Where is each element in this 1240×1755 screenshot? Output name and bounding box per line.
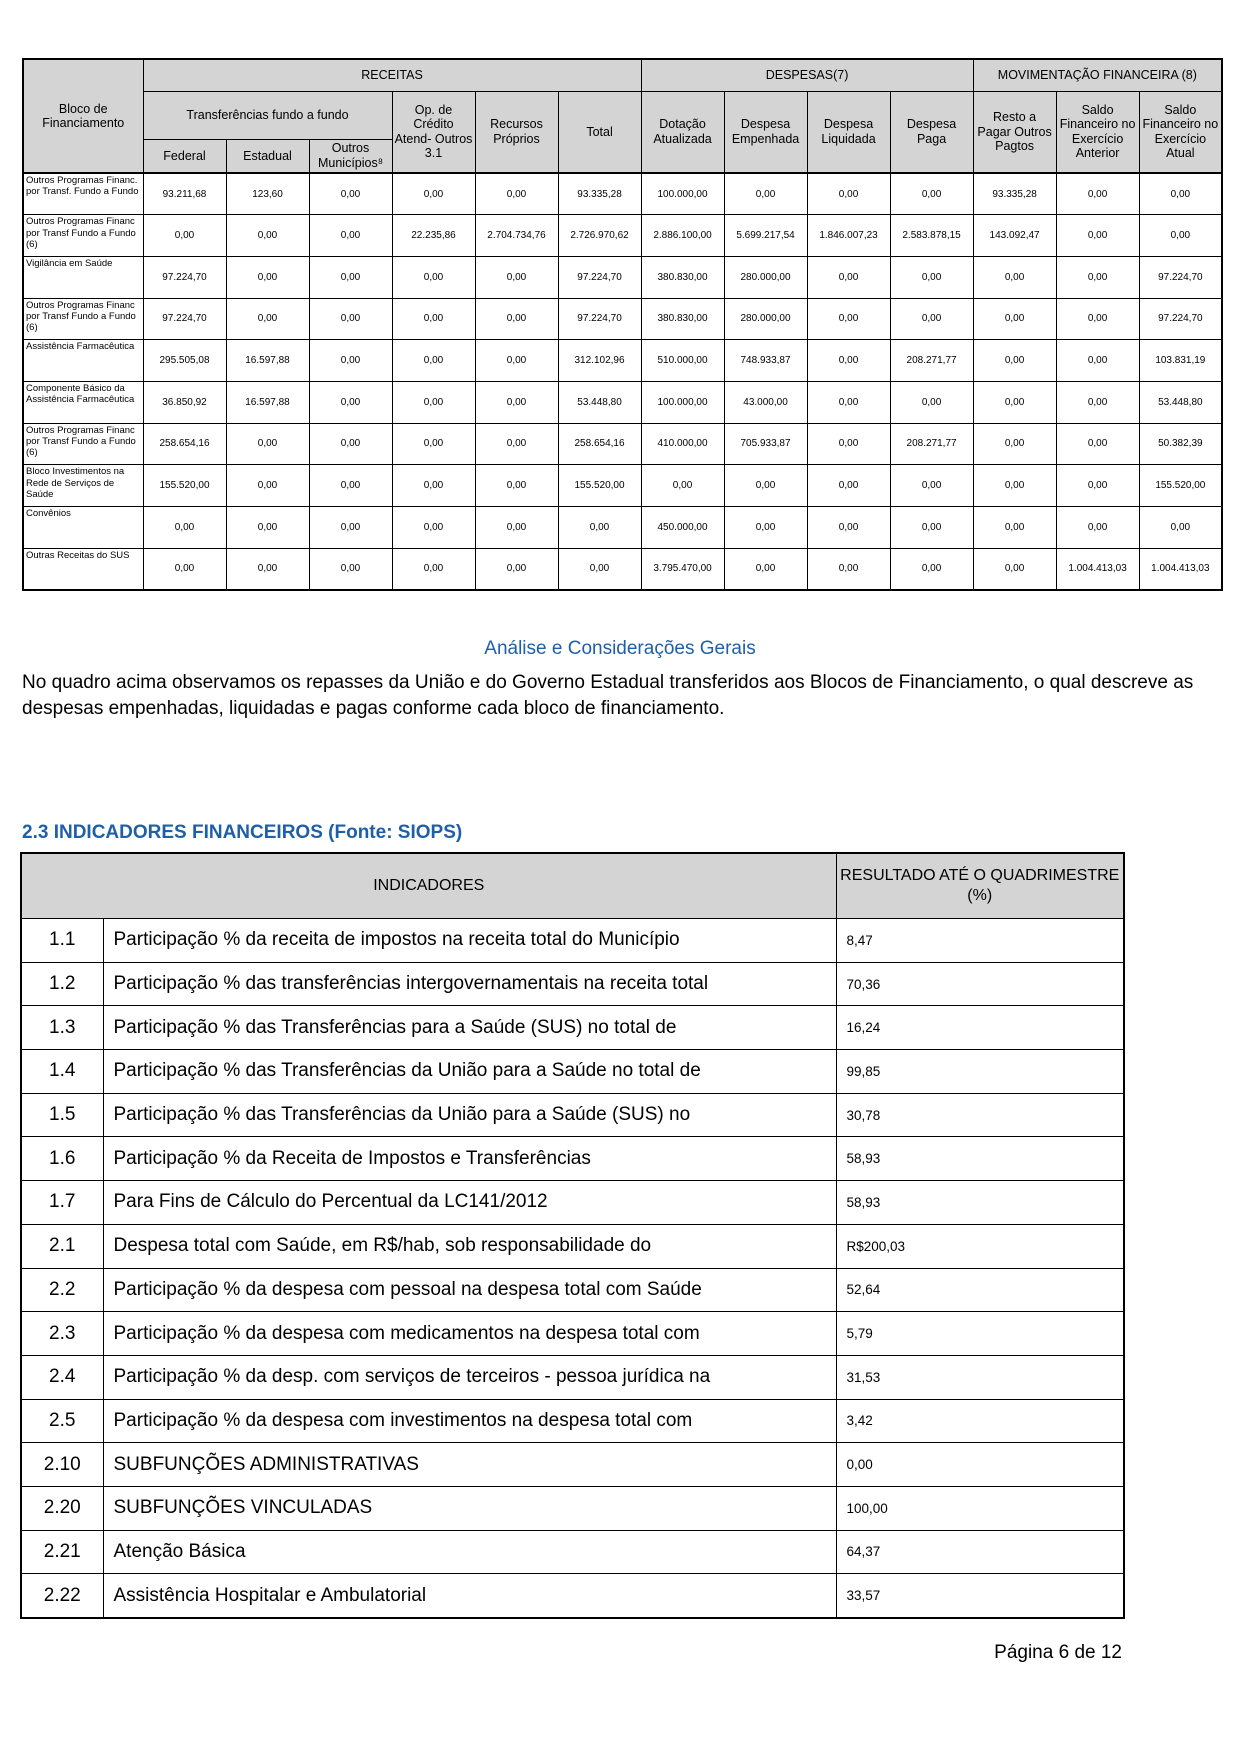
table-cell: 0,00 [226,256,309,298]
table-cell: 1.004.413,03 [1056,548,1139,590]
bloco-label: Vigilância em Saúde [23,256,143,298]
bloco-label: Outros Programas Financ. por Transf. Fundo a Fundo [23,173,143,215]
indicator-label: Participação % da despesa com investimentos na despesa total com [103,1399,836,1443]
header-receitas: RECEITAS [143,59,641,91]
table-cell: 0,00 [475,507,558,549]
table-cell: 50.382,39 [1139,423,1222,465]
table-cell: 155.520,00 [143,465,226,507]
table-cell: 0,00 [890,465,973,507]
table-cell: 0,00 [475,256,558,298]
table-cell: 0,00 [890,548,973,590]
indicator-label: SUBFUNÇÕES VINCULADAS [103,1486,836,1530]
table-cell: 258.654,16 [558,423,641,465]
bloco-label: Outros Programas Financ por Transf Fundo a Fundo (6) [23,298,143,340]
table-cell: 2.583.878,15 [890,215,973,257]
table-cell: 295.505,08 [143,340,226,382]
table-cell: 2.726.970,62 [558,215,641,257]
table-cell: 0,00 [475,381,558,423]
header-recursos-proprios: Recursos Próprios [475,91,558,173]
table-cell: 0,00 [973,548,1056,590]
indicator-code: 2.20 [21,1486,103,1530]
table-cell: 0,00 [807,548,890,590]
indicator-value: 99,85 [836,1050,1124,1094]
indicator-value: 16,24 [836,1006,1124,1050]
indicator-value: 0,00 [836,1443,1124,1487]
table-cell: 97.224,70 [143,256,226,298]
table-cell: 0,00 [392,548,475,590]
table-cell: 0,00 [890,173,973,215]
indicator-label: Para Fins de Cálculo do Percentual da LC141/2012 [103,1181,836,1225]
table-cell: 0,00 [309,340,392,382]
indicator-code: 2.21 [21,1530,103,1574]
table-row [23,256,1222,298]
header-outros-municipios: Outros Municípios⁸ [309,139,392,173]
table-cell: 0,00 [558,507,641,549]
table-cell: 0,00 [143,507,226,549]
indicator-row [21,1093,1124,1137]
table-cell: 0,00 [309,173,392,215]
table-cell: 0,00 [890,298,973,340]
indicator-value: 8,47 [836,919,1124,963]
table-cell: 258.654,16 [143,423,226,465]
table-cell: 0,00 [226,465,309,507]
header-saldo-atual: Saldo Financeiro no Exercício Atual [1139,91,1222,173]
table-cell: 0,00 [1056,256,1139,298]
bloco-label: Outras Receitas do SUS [23,548,143,590]
header-indicadores: INDICADORES [21,853,836,919]
table-cell: 103.831,19 [1139,340,1222,382]
table-cell: 0,00 [309,423,392,465]
indicator-value: 30,78 [836,1093,1124,1137]
table-cell: 0,00 [807,298,890,340]
table-cell: 0,00 [973,423,1056,465]
table-cell: 208.271,77 [890,423,973,465]
table-cell: 0,00 [807,465,890,507]
table-cell: 3.795.470,00 [641,548,724,590]
indicator-value: R$200,03 [836,1224,1124,1268]
indicator-value: 58,93 [836,1181,1124,1225]
bloco-label: Outros Programas Financ por Transf Fundo a Fundo (6) [23,215,143,257]
table-row [23,465,1222,507]
table-cell: 0,00 [226,507,309,549]
table-cell: 93.211,68 [143,173,226,215]
indicator-value: 64,37 [836,1530,1124,1574]
indicator-code: 2.1 [21,1224,103,1268]
table-cell: 0,00 [558,548,641,590]
table-cell: 705.933,87 [724,423,807,465]
indicator-label: Participação % das Transferências para a Saúde (SUS) no total de [103,1006,836,1050]
table-cell: 0,00 [1056,298,1139,340]
table-cell: 0,00 [143,548,226,590]
indicator-code: 1.1 [21,919,103,963]
bloco-label: Bloco Investimentos na Rede de Serviços de Saúde [23,465,143,507]
table-cell: 0,00 [973,298,1056,340]
table-cell: 0,00 [973,340,1056,382]
table-cell: 0,00 [641,465,724,507]
table-cell: 97.224,70 [558,298,641,340]
table-row [23,298,1222,340]
table-cell: 100.000,00 [641,173,724,215]
table-cell: 0,00 [309,465,392,507]
table-cell: 0,00 [475,340,558,382]
indicator-label: Participação % da despesa com medicamentos na despesa total com [103,1312,836,1356]
table-cell: 0,00 [890,381,973,423]
table-cell: 0,00 [309,256,392,298]
table-cell: 0,00 [143,215,226,257]
indicator-row [21,1006,1124,1050]
table-cell: 0,00 [1139,507,1222,549]
indicator-label: Participação % da desp. com serviços de terceiros - pessoa jurídica na [103,1355,836,1399]
table-row [23,215,1222,257]
table-cell: 0,00 [392,465,475,507]
table-cell: 0,00 [1056,340,1139,382]
table-cell: 0,00 [724,507,807,549]
table-cell: 410.000,00 [641,423,724,465]
table-cell: 2.886.100,00 [641,215,724,257]
table-cell: 0,00 [226,423,309,465]
indicator-code: 1.6 [21,1137,103,1181]
header-movimentacao: MOVIMENTAÇÃO FINANCEIRA (8) [973,59,1222,91]
table-row [23,548,1222,590]
indicator-label: SUBFUNÇÕES ADMINISTRATIVAS [103,1443,836,1487]
header-saldo-anterior: Saldo Financeiro no Exercício Anterior [1056,91,1139,173]
indicators-title: 2.3 INDICADORES FINANCEIROS (Fonte: SIOPS) [22,822,463,843]
page-number: Página 6 de 12 [994,1642,1122,1663]
header-total: Total [558,91,641,173]
table-cell: 0,00 [475,548,558,590]
table-cell: 280.000,00 [724,256,807,298]
table-cell: 0,00 [309,381,392,423]
table-cell: 93.335,28 [973,173,1056,215]
indicators-table [20,852,1125,1619]
table-cell: 0,00 [807,423,890,465]
table-cell: 0,00 [226,215,309,257]
indicator-row [21,1224,1124,1268]
table-row [23,340,1222,382]
table-cell: 0,00 [392,340,475,382]
table-cell: 0,00 [973,465,1056,507]
indicator-label: Atenção Básica [103,1530,836,1574]
analysis-title: Análise e Considerações Gerais [484,638,756,659]
indicator-row [21,1268,1124,1312]
table-cell: 5.699.217,54 [724,215,807,257]
indicator-code: 2.4 [21,1355,103,1399]
table-cell: 43.000,00 [724,381,807,423]
header-resto: Resto a Pagar Outros Pagtos [973,91,1056,173]
table-cell: 0,00 [1139,215,1222,257]
header-transferencias: Transferências fundo a fundo [143,91,392,139]
table-cell: 0,00 [475,423,558,465]
table-cell: 0,00 [392,298,475,340]
table-cell: 93.335,28 [558,173,641,215]
header-federal: Federal [143,139,226,173]
indicator-row [21,1355,1124,1399]
table-cell: 0,00 [309,298,392,340]
table-cell: 0,00 [1139,173,1222,215]
indicator-value: 58,93 [836,1137,1124,1181]
table-cell: 0,00 [226,298,309,340]
table-cell: 155.520,00 [558,465,641,507]
table-cell: 0,00 [1056,381,1139,423]
indicator-row [21,962,1124,1006]
table-cell: 0,00 [724,465,807,507]
table-cell: 0,00 [1056,423,1139,465]
table-cell: 0,00 [724,173,807,215]
bloco-label: Outros Programas Financ por Transf Fundo a Fundo (6) [23,423,143,465]
table-cell: 22.235,86 [392,215,475,257]
table-cell: 312.102,96 [558,340,641,382]
indicator-code: 1.2 [21,962,103,1006]
indicator-code: 2.10 [21,1443,103,1487]
table-cell: 450.000,00 [641,507,724,549]
indicator-label: Participação % da receita de impostos na receita total do Município [103,919,836,963]
table-cell: 0,00 [890,507,973,549]
indicator-value: 3,42 [836,1399,1124,1443]
table-row [23,423,1222,465]
table-cell: 0,00 [392,423,475,465]
header-liquidada: Despesa Liquidada [807,91,890,173]
indicator-code: 2.2 [21,1268,103,1312]
indicator-row [21,1181,1124,1225]
indicator-label: Participação % das Transferências da União para a Saúde no total de [103,1050,836,1094]
bloco-label: Convênios [23,507,143,549]
table-cell: 0,00 [309,507,392,549]
indicator-row [21,1399,1124,1443]
table-cell: 380.830,00 [641,298,724,340]
table-cell: 97.224,70 [143,298,226,340]
indicator-value: 31,53 [836,1355,1124,1399]
table-cell: 2.704.734,76 [475,215,558,257]
indicator-code: 1.3 [21,1006,103,1050]
indicator-label: Despesa total com Saúde, em R$/hab, sob responsabilidade do [103,1224,836,1268]
table-cell: 280.000,00 [724,298,807,340]
table-cell: 1.004.413,03 [1139,548,1222,590]
table-cell: 0,00 [392,173,475,215]
table-cell: 0,00 [724,548,807,590]
indicator-row [21,1137,1124,1181]
header-resultado: RESULTADO ATÉ O QUADRIMESTRE (%) [836,853,1124,919]
table-cell: 123,60 [226,173,309,215]
analysis-text: No quadro acima observamos os repasses da União e do Governo Estadual transferidos aos Blocos de Financiamento, o qual descreve as despesas empenhadas, liquidadas e pagas conforme cada bloco de financiamento. [22,672,1194,719]
bloco-label: Assistência Farmacêutica [23,340,143,382]
indicator-row [21,1574,1124,1618]
indicator-label: Participação % das transferências intergovernamentais na receita total [103,962,836,1006]
table-cell: 0,00 [1056,215,1139,257]
table-cell: 0,00 [226,548,309,590]
indicator-code: 1.5 [21,1093,103,1137]
table-cell: 0,00 [973,256,1056,298]
table-cell: 1.846.007,23 [807,215,890,257]
indicator-row [21,1312,1124,1356]
indicator-row [21,1050,1124,1094]
indicator-label: Assistência Hospitalar e Ambulatorial [103,1574,836,1618]
table-cell: 0,00 [392,256,475,298]
table-cell: 0,00 [1056,507,1139,549]
header-op-credito: Op. de Crédito Atend- Outros 3.1 [392,91,475,173]
table-cell: 0,00 [475,465,558,507]
indicator-code: 1.4 [21,1050,103,1094]
table-cell: 97.224,70 [1139,298,1222,340]
table-cell: 0,00 [973,381,1056,423]
table-cell: 0,00 [807,256,890,298]
indicator-code: 2.22 [21,1574,103,1618]
indicator-row [21,1443,1124,1487]
table-cell: 510.000,00 [641,340,724,382]
table-cell: 380.830,00 [641,256,724,298]
header-bloco: Bloco de Financiamento [23,59,143,173]
table-cell: 155.520,00 [1139,465,1222,507]
indicator-code: 1.7 [21,1181,103,1225]
table-cell: 16.597,88 [226,381,309,423]
header-estadual: Estadual [226,139,309,173]
indicator-label: Participação % das Transferências da União para a Saúde (SUS) no [103,1093,836,1137]
table-cell: 0,00 [1056,465,1139,507]
table-cell: 0,00 [807,507,890,549]
table-cell: 0,00 [807,340,890,382]
indicator-label: Participação % da Receita de Impostos e Transferências [103,1137,836,1181]
table-cell: 143.092,47 [973,215,1056,257]
table-cell: 0,00 [1056,173,1139,215]
indicator-code: 2.5 [21,1399,103,1443]
header-despesas: DESPESAS(7) [641,59,973,91]
table-cell: 0,00 [973,507,1056,549]
indicator-value: 70,36 [836,962,1124,1006]
table-cell: 53.448,80 [558,381,641,423]
header-paga: Despesa Paga [890,91,973,173]
indicator-value: 5,79 [836,1312,1124,1356]
table-cell: 36.850,92 [143,381,226,423]
indicator-value: 100,00 [836,1486,1124,1530]
indicator-code: 2.3 [21,1312,103,1356]
header-dotacao: Dotação Atualizada [641,91,724,173]
indicator-row [21,919,1124,963]
table-cell: 0,00 [392,507,475,549]
indicator-value: 52,64 [836,1268,1124,1312]
table-cell: 0,00 [475,173,558,215]
indicator-row [21,1530,1124,1574]
table-cell: 0,00 [392,381,475,423]
table-cell: 97.224,70 [1139,256,1222,298]
bloco-label: Componente Básico da Assistência Farmacêutica [23,381,143,423]
table-cell: 16.597,88 [226,340,309,382]
table-row [23,173,1222,215]
indicator-row [21,1486,1124,1530]
table-cell: 0,00 [309,548,392,590]
table-cell: 0,00 [475,298,558,340]
table-cell: 0,00 [890,256,973,298]
table-cell: 208.271,77 [890,340,973,382]
table-cell: 748.933,87 [724,340,807,382]
table-cell: 53.448,80 [1139,381,1222,423]
table-cell: 0,00 [309,215,392,257]
table-cell: 100.000,00 [641,381,724,423]
indicator-value: 33,57 [836,1574,1124,1618]
table-cell: 97.224,70 [558,256,641,298]
indicator-label: Participação % da despesa com pessoal na despesa total com Saúde [103,1268,836,1312]
financing-table [22,58,1223,591]
table-row [23,507,1222,549]
table-cell: 0,00 [807,381,890,423]
table-cell: 0,00 [807,173,890,215]
table-row [23,381,1222,423]
header-empenhada: Despesa Empenhada [724,91,807,173]
